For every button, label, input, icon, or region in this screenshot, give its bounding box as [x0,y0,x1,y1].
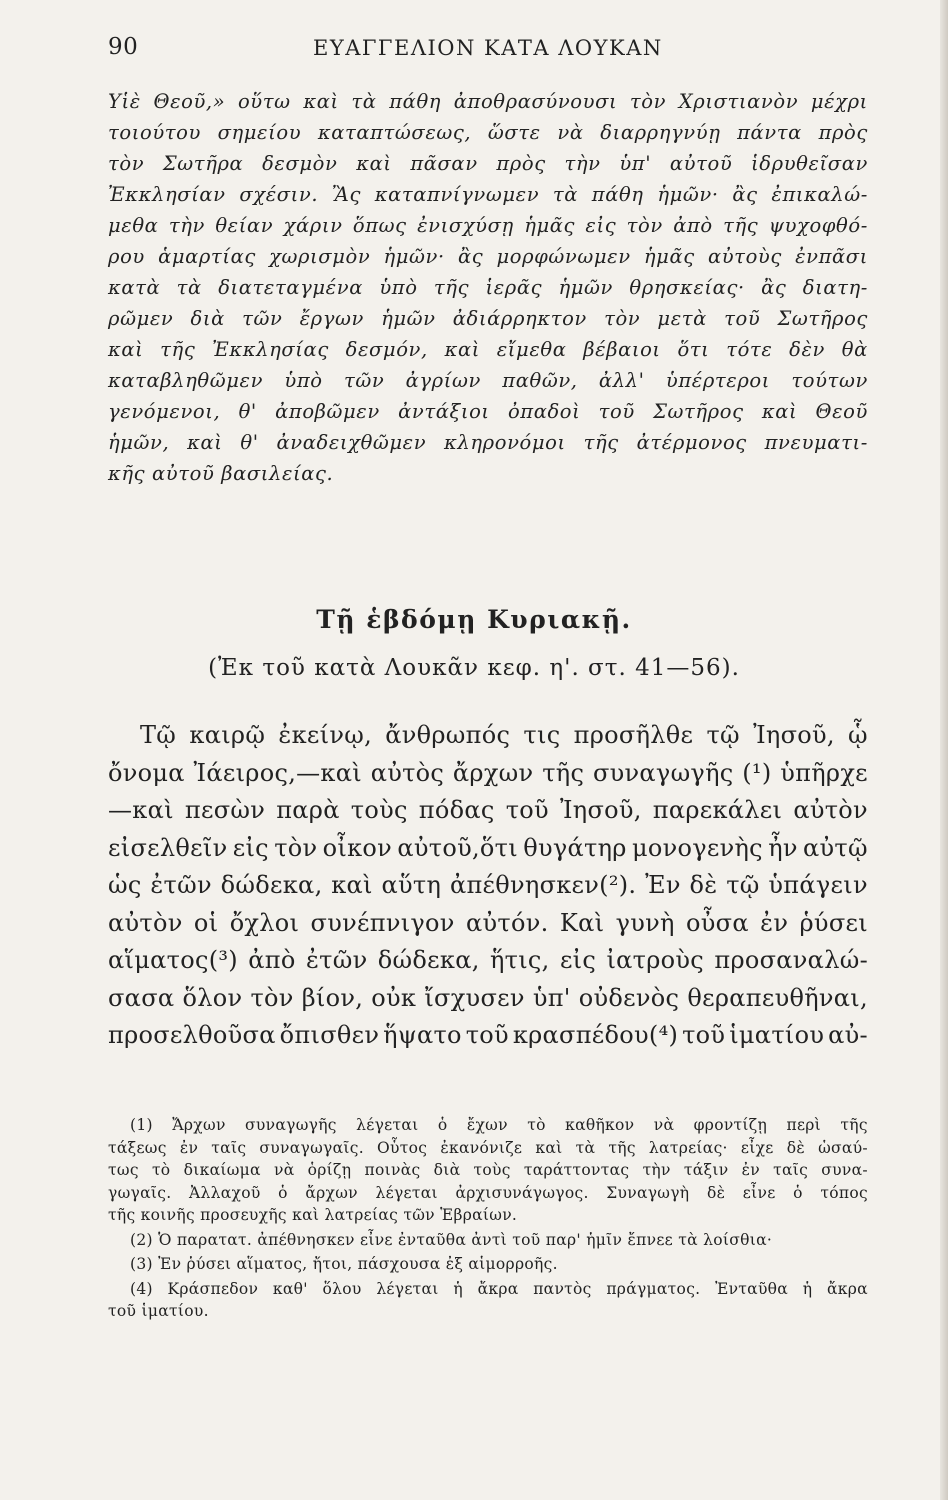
footnote-line: τως τὸ δικαίωμα νὰ ὁρίζῃ ποινὰς διὰ τοὺς ταράττοντας τὴν τάξιν ἐν ταῖς συνα- [108,1161,868,1179]
page-number: 90 [108,34,139,60]
text-line: εἰσελθεῖν εἰς τὸν οἶκον αὐτοῦ,ὅτι θυγάτηρ μονογενὴς ἦν αὐτῷ [108,833,868,862]
footnote-1 [108,1114,868,1227]
footnote-line: τῆς κοινῆς προσευχῆς καὶ λατρείας τῶν Ἑβραίων. [108,1206,518,1224]
footnote-line: τάξεως ἐν ταῖς συναγωγαῖς. Οὗτος ἐκανόνιζε καὶ τὰ τῆς λατρείας· εἶχε δὲ ὡσαύ- [108,1138,868,1157]
footnote-2 [108,1229,868,1252]
footnote-line: (1) Ἄρχων συναγωγῆς λέγεται ὁ ἔχων τὸ καθῆκον νὰ φροντίζῃ περὶ τῆς [130,1116,868,1134]
text-line: σασα ὅλον τὸν βίον, οὐκ ἴσχυσεν ὑπ' οὐδενὸς θεραπευθῆναι, [108,983,868,1012]
footnote-3 [108,1253,868,1276]
text-line: Ἐκκλησίαν σχέσιν. Ἂς καταπνίγνωμεν τὰ πάθη ἡμῶν· ἂς ἐπικαλώ- [108,183,868,206]
running-head: ΕΥΑΓΓΕΛΙΟΝ ΚΑΤΑ ΛΟΥΚΑΝ [313,36,663,60]
page-header [108,34,868,64]
text-line: μεθα τὴν θείαν χάριν ὅπως ἐνισχύσῃ ἡμᾶς εἰς τὸν ἀπὸ τῆς ψυχοφθό- [108,214,868,237]
text-line: καταβληθῶμεν ὑπὸ τῶν ἀγρίων παθῶν, ἀλλ' ὑπέρτεροι τούτων [108,369,868,392]
text-line: αἵματος(³) ἀπὸ ἐτῶν δώδεκα, ἥτις, εἰς ἰατροὺς προσαναλώ- [108,946,868,974]
text-line: κατὰ τὰ διατεταγμένα ὑπὸ τῆς ἱερᾶς ἡμῶν θρησκείας· ἂς διατη- [108,276,868,299]
text-line: ρῶμεν διὰ τῶν ἔργων ἡμῶν ἀδιάρρηκτον τὸν μετὰ τοῦ Σωτῆρος [108,307,868,330]
text-line: τὸν Σωτῆρα δεσμὸν καὶ πᾶσαν πρὸς τὴν ὑπ' αὐτοῦ ἱδρυθεῖσαν [108,152,868,175]
footnote-line: (4) Κράσπεδον καθ' ὅλου λέγεται ἡ ἄκρα παντὸς πράγματος. Ἐνταῦθα ἡ ἄκρα [130,1279,868,1298]
text-line: ρου ἁμαρτίας χωρισμὸν ἡμῶν· ἂς μορφώνωμεν ἡμᾶς αὐτοὺς ἐνπᾶσι [108,245,868,268]
intro-paragraph [108,86,868,489]
footnote-line: (2) Ὁ παρατατ. ἀπέθνησκεν εἶνε ἐνταῦθα ἀντὶ τοῦ παρ' ἡμῖν ἔπνεε τὰ λοίσθια· [130,1230,773,1249]
text-line: κῆς αὐτοῦ βασιλείας. [108,462,334,485]
text-line: ὄνομα Ἰάειρος,—καὶ αὐτὸς ἄρχων τῆς συναγωγῆς (¹) ὑπῆρχε [108,758,868,787]
text-line: τοιούτου σημείου καταπτώσεως, ὥστε νὰ διαρρηγνύῃ πάντα πρὸς [108,121,868,144]
scripture-reference: (Ἐκ τοῦ κατὰ Λουκᾶν κεφ. η'. στ. 41—56). [208,655,740,681]
footnotes [108,1114,868,1325]
footnote-line: τοῦ ἱματίου. [108,1302,209,1320]
text-line: ἡμῶν, καὶ θ' ἀναδειχθῶμεν κληρονόμοι τῆς ἀτέρμονος πνευματι- [108,431,868,454]
text-line: καὶ τῆς Ἐκκλησίας δεσμόν, καὶ εἴμεθα βέβαιοι ὅτι τότε δὲν θὰ [108,338,868,361]
page-edge [940,0,948,1500]
text-line: —καὶ πεσὼν παρὰ τοὺς πόδας τοῦ Ἰησοῦ, παρεκάλει αὐτὸν [108,796,868,824]
footnote-line: (3) Ἐν ῥύσει αἵματος, ἤτοι, πάσχουσα ἐξ αἱμορροῆς. [130,1255,558,1273]
text-line: προσελθοῦσα ὄπισθεν ἥψατο τοῦ κρασπέδου(⁴) τοῦ ἱματίου αὐ- [108,1021,868,1049]
text-line: γενόμενοι, θ' ἀποβῶμεν ἀντάξιοι ὀπαδοὶ τοῦ Σωτῆρος καὶ Θεοῦ [108,400,868,423]
footnote-4 [108,1278,868,1323]
section-title: Τῇ ἑβδόμῃ Κυριακῇ. [316,605,632,634]
gospel-paragraph [108,717,868,1055]
text-line: Τῷ καιρῷ ἐκείνῳ, ἄνθρωπός τις προσῆλθε τῷ Ἰησοῦ, ᾧ [140,721,868,749]
text-line: αὐτὸν οἱ ὄχλοι συνέπνιγον αὐτόν. Καὶ γυνὴ οὖσα ἐν ῥύσει [108,908,868,937]
text-line: Υἱὲ Θεοῦ,» οὕτω καὶ τὰ πάθη ἀποθρασύνουσι τὸν Χριστιανὸν μέχρι [108,90,868,113]
footnote-line: γωγαῖς. Ἀλλαχοῦ ὁ ἄρχων λέγεται ἀρχισυνάγωγος. Συναγωγὴ δὲ εἶνε ὁ τόπος [108,1183,868,1202]
text-line: ὡς ἐτῶν δώδεκα, καὶ αὕτη ἀπέθνησκεν(²). Ἐν δὲ τῷ ὑπάγειν [108,871,868,899]
